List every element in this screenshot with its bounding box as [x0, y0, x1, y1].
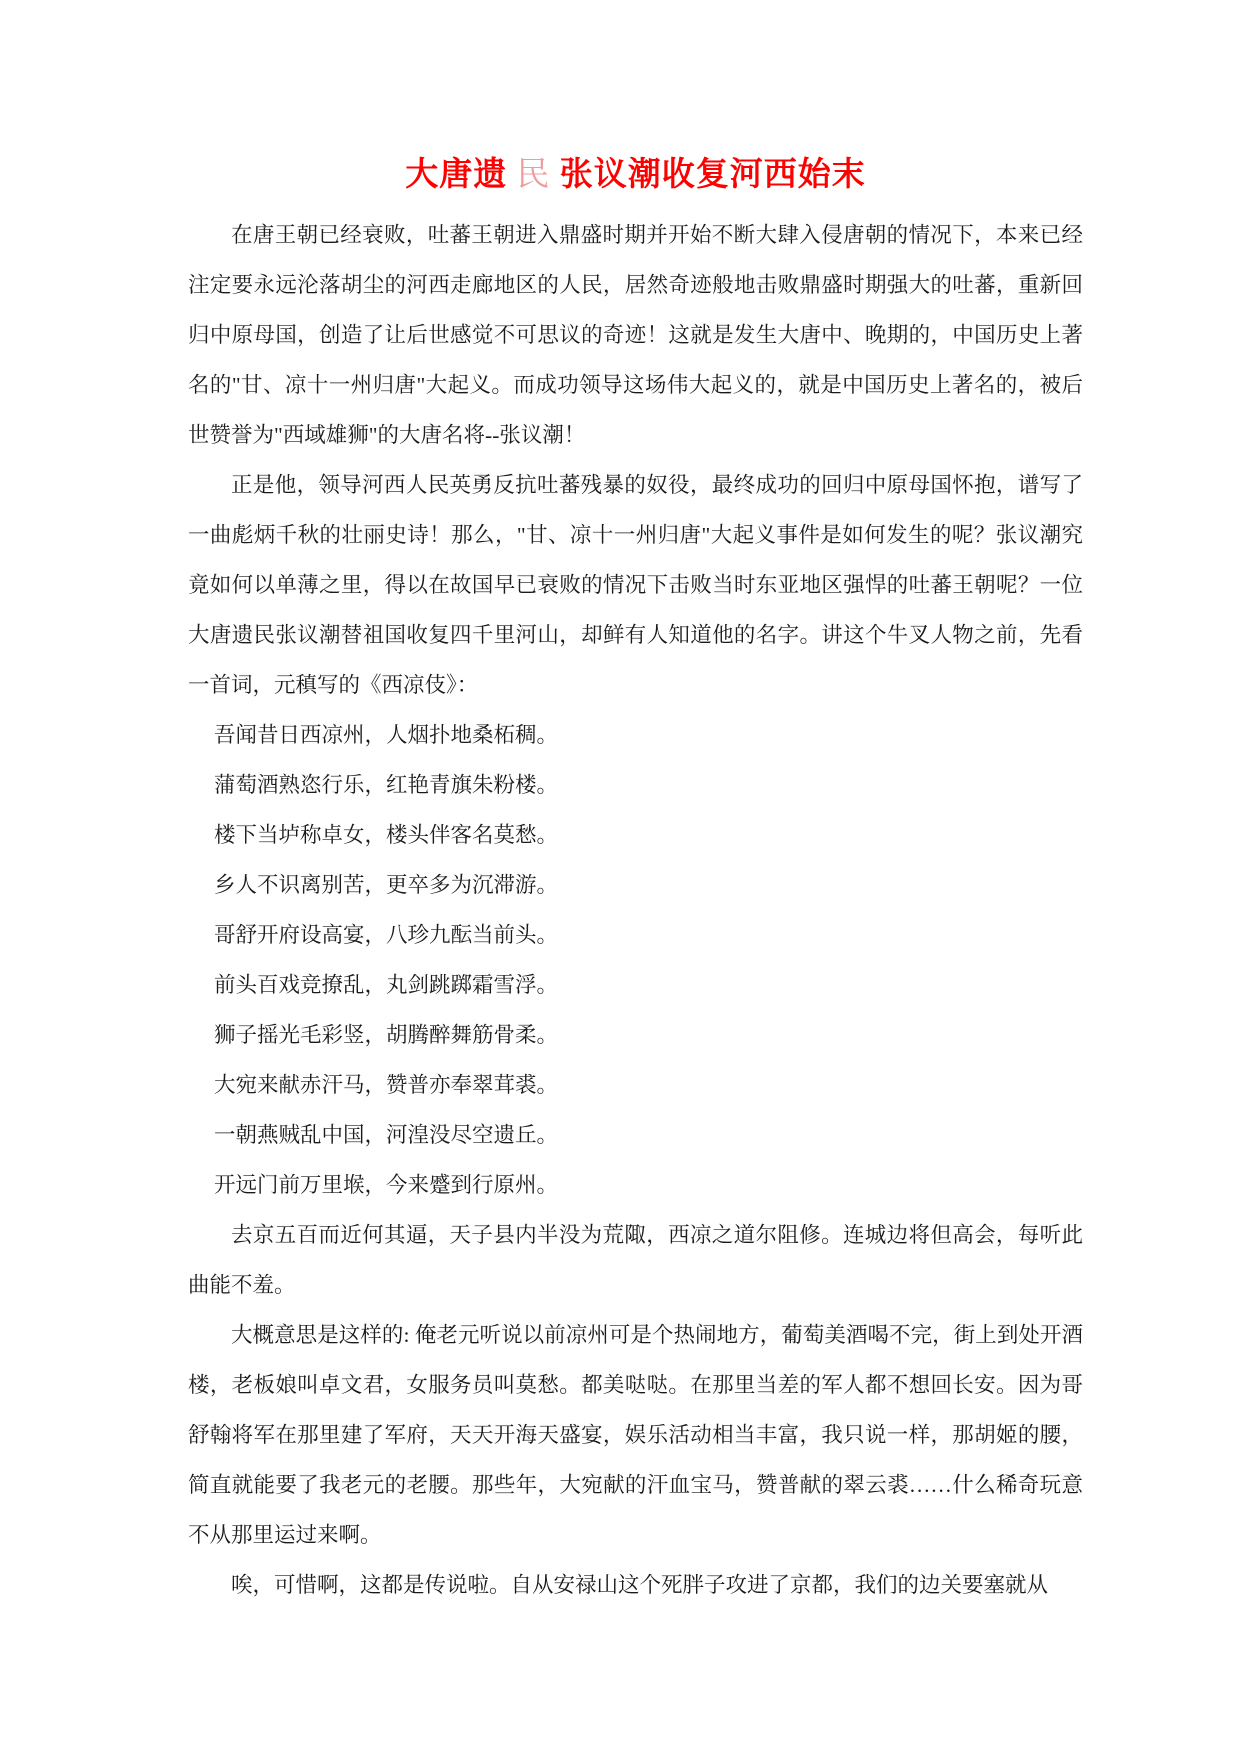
title-segment-highlight: 民 [516, 157, 551, 193]
document-content [188, 140, 1083, 1610]
document-title [188, 140, 1083, 210]
poem-line-6: 前头百戏竞撩乱，丸剑跳踯霜雪浮。 [214, 973, 559, 997]
poem-line-8: 大宛来献赤汗马，赞普亦奉翠茸裘。 [214, 1073, 559, 1097]
paragraph-poem-coda: 去京五百而近何其逼，天子县内半没为荒陬，西凉之道尔阻修。连城边将但高会，每听此曲能不羞。 [188, 1223, 1083, 1297]
title-segment-left: 大唐遗 [405, 157, 508, 193]
paragraph-closing: 唉，可惜啊，这都是传说啦。自从安禄山这个死胖子攻进了京都，我们的边关要塞就从 [231, 1573, 1049, 1597]
poem-line-7: 狮子摇光毛彩竖，胡腾醉舞筋骨柔。 [214, 1023, 559, 1047]
poem-line-9: 一朝燕贼乱中国，河湟没尽空遗丘。 [214, 1123, 559, 1147]
poem-line-2: 蒲萄酒熟恣行乐，红艳青旗朱粉楼。 [214, 773, 559, 797]
title-segment-right: 张议潮收复河西始末 [559, 157, 866, 193]
document-body [188, 210, 1083, 1610]
poem-line-4: 乡人不识离别苦，更卒多为沉滞游。 [214, 873, 559, 897]
paragraph-translation: 大概意思是这样的: 俺老元听说以前凉州可是个热闹地方，葡萄美酒喝不完，街上到处开酒楼，老板娘叫卓文君，女服务员叫莫愁。都美哒哒。在那里当差的军人都不想回长安。因为哥舒翰将军在那里建了军府，天天开海天盛宴，娱乐活动相当丰富，我只说一样，那胡姬的腰，简直就能要了我老元的老腰。那些年，大宛献的汗血宝马，赞普献的翠云裘……什么稀奇玩意不从那里运过来啊。 [188, 1323, 1083, 1547]
poem-line-5: 哥舒开府设高宴，八珍九酝当前头。 [214, 923, 559, 947]
paragraph-intro: 在唐王朝已经衰败，吐蕃王朝进入鼎盛时期并开始不断大肆入侵唐朝的情况下，本来已经注定要永远沦落胡尘的河西走廊地区的人民，居然奇迹般地击败鼎盛时期强大的吐蕃，重新回归中原母国，创造了让后世感觉不可思议的奇迹！这就是发生大唐中、晚期的，中国历史上著名的"甘、凉十一州归唐"大起义。而成功领导这场伟大起义的，就是中国历史上著名的，被后世赞誉为"西域雄狮"的大唐名将--张议潮！ [188, 223, 1083, 447]
paragraph-hero: 正是他，领导河西人民英勇反抗吐蕃残暴的奴役，最终成功的回归中原母国怀抱，谱写了一曲彪炳千秋的壮丽史诗！那么，"甘、凉十一州归唐"大起义事件是如何发生的呢？张议潮究竟如何以单薄之里，得以在故国早已衰败的情况下击败当时东亚地区强悍的吐蕃王朝呢？一位大唐遗民张议潮替祖国收复四千里河山，却鲜有人知道他的名字。讲这个牛叉人物之前，先看一首词，元稹写的《西凉伎》： [188, 473, 1083, 697]
poem-line-10: 开远门前万里堠，今来蹙到行原州。 [214, 1173, 559, 1197]
poem-line-1: 吾闻昔日西凉州，人烟扑地桑柘稠。 [214, 723, 559, 747]
poem-line-3: 楼下当垆称卓女，楼头伴客名莫愁。 [214, 823, 559, 847]
